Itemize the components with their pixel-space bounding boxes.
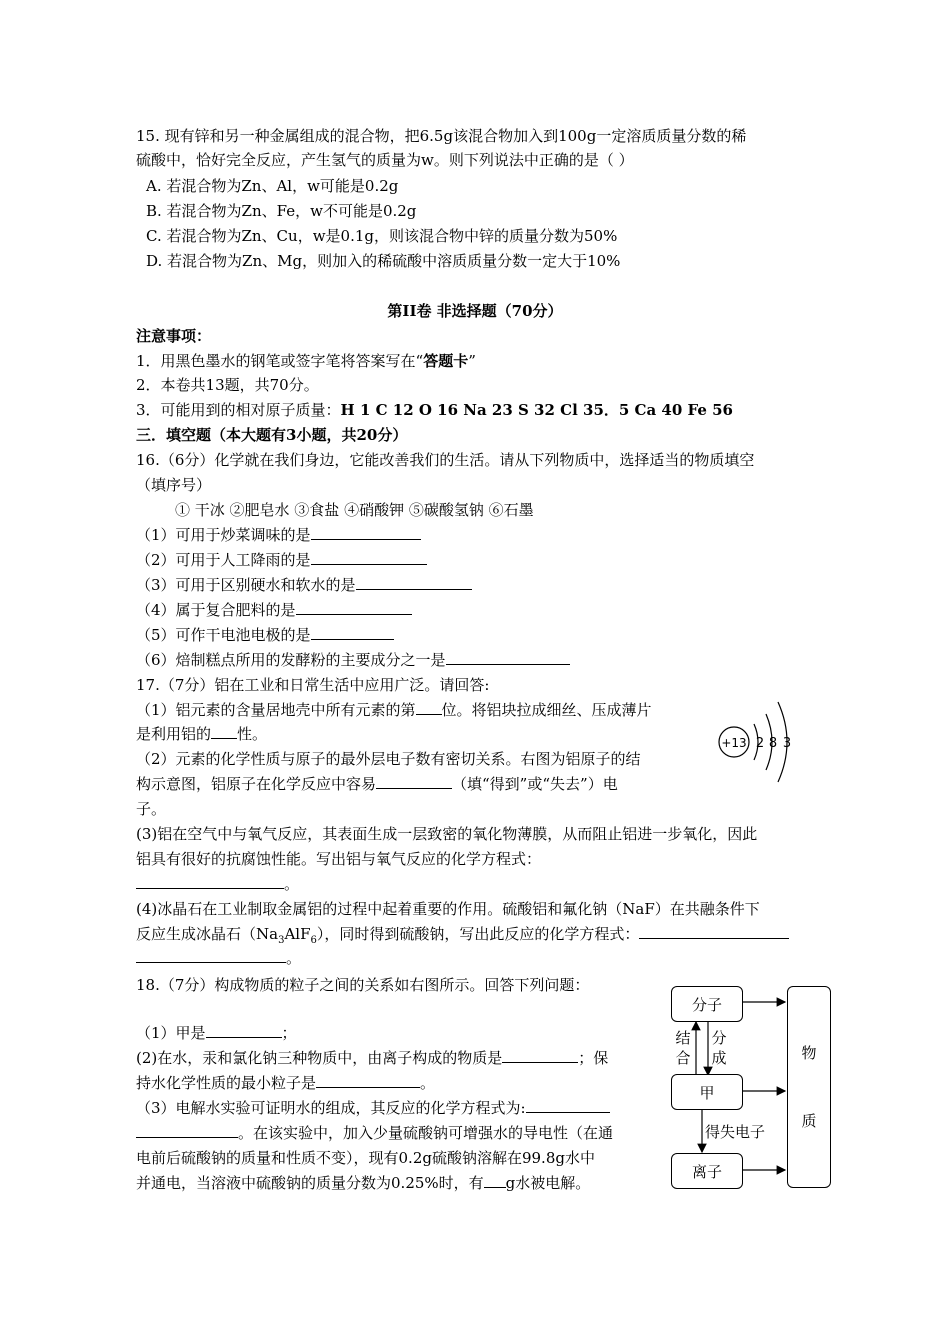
answer-blank[interactable] [639,922,789,939]
answer-blank[interactable] [376,772,452,789]
q15-stem-line1: 15. 现有锌和另一种金属组成的混合物，把6.5g该混合物加入到100g一定溶质质量分数的稀 [136,127,747,145]
q16-item-2: （2）可用于人工降雨的是 [136,548,427,572]
answer-blank[interactable] [311,548,427,565]
q17-part2-line1: （2）元素的化学性质与原子的最外层电子数有密切关系。右图为铝原子的结 [136,750,641,768]
q18-stem: 18.（7分）构成物质的粒子之间的关系如右图所示。回答下列问题： [136,976,590,994]
split-label: 分成 [711,1029,727,1067]
q18-part1: （1）甲是 ； [136,1021,297,1045]
q17-part2-line2: 构示意图，铝原子在化学反应中容易 （填“得到”或“失去”）电 [136,772,618,796]
answer-blank[interactable] [446,648,570,665]
q16-item-1: （1）可用于炒菜调味的是 [136,523,421,547]
q18-part2-line2: 持水化学性质的最小粒子是 。 [136,1071,435,1095]
part3-title: 三．填空题（本大题有3小题，共20分） [136,426,408,444]
answer-blank[interactable] [356,573,472,590]
shell-electron-count: 2 [755,736,765,751]
aluminum-atom-diagram [712,694,802,794]
nucleus-charge: +13 [721,736,747,750]
q16-choices: ① 干冰 ②肥皂水 ③食盐 ④硝酸钾 ⑤碳酸氢钠 ⑥石墨 [175,501,534,519]
substance-label: 物质 [801,1044,817,1130]
q17-part1-line1: （1）铝元素的含量居地壳中所有元素的第 位。将铝块拉成细丝、压成薄片 [136,698,652,722]
jia-box: 甲 [671,1074,743,1110]
q16-item-4: （4）属于复合肥料的是 [136,598,412,622]
answer-blank[interactable] [136,946,286,963]
q15-option-d: D. 若混合物为Zn、Mg，则加入的稀硫酸中溶质质量分数一定大于10% [146,252,621,270]
q17-part1-line2: 是利用铝的 性。 [136,722,267,746]
substance-box [787,986,831,1188]
answer-blank[interactable] [502,1046,578,1063]
q17-part3-line2: 铝具有很好的抗腐蚀性能。写出铝与氧气反应的化学方程式： [136,850,542,868]
note-3: 3．可能用到的相对原子质量：H 1 C 12 O 16 Na 23 S 32 Cl 35．5 Ca 40 Fe 56 [136,401,733,419]
note-2: 2．本卷共13题，共70分。 [136,376,319,394]
answer-blank[interactable] [311,523,421,540]
q17-part4-line2: 反应生成冰晶石$(Na_3AlF_6)$，同时得到硫酸钠，写出此反应的化学方程式： [136,922,789,953]
shell-electron-count: 8 [768,736,778,751]
answer-blank[interactable] [136,872,284,889]
q16-item-5: （5）可作干电池电极的是 [136,623,394,647]
q16-stem-line2: （填序号） [136,476,212,494]
molecule-box: 分子 [671,986,743,1022]
q16-item-6: （6）焙制糕点所用的发酵粉的主要成分之一是 [136,648,570,672]
combine-label: 结合 [675,1029,691,1067]
note-1: 1．用黑色墨水的钢笔或签字笔将答案写在“答题卡” [136,352,476,370]
electron-transfer-label: 得失电子 [705,1123,766,1141]
q16-stem-line1: 16.（6分）化学就在我们身边，它能改善我们的生活。请从下列物质中，选择适当的物质填空 [136,451,755,469]
q17-stem: 17.（7分）铝在工业和日常生活中应用广泛。请回答: [136,676,490,694]
q15-option-a: A. 若混合物为Zn、Al，w可能是0.2g [146,177,399,195]
q15-option-c: C. 若混合物为Zn、Cu，w是0.1g，则该混合物中锌的质量分数为50% [146,227,618,245]
q17-part4-line1: (4)冰晶石在工业制取金属铝的过程中起着重要的作用。硫酸铝和氟化钠（NaF）在共融条件下 [136,900,760,918]
notes-title: 注意事项： [136,327,212,345]
q18-part3-line3: 电前后硫酸钠的质量和性质不变），现有0.2g硫酸钠溶解在99.8g水中 [136,1149,595,1167]
section2-title: 第II卷 非选择题（70分） [387,302,563,320]
answer-blank[interactable] [136,1121,238,1138]
answer-blank[interactable] [296,598,412,615]
q18-part2-line1: (2)在水，汞和氯化钠三种物质中，由离子构成的物质是 ；保 [136,1046,608,1070]
shell-electron-count: 3 [782,736,792,751]
q15-option-b: B. 若混合物为Zn、Fe，w不可能是0.2g [146,202,417,220]
q17-part3-line1: (3)铝在空气中与氧气反应，其表面生成一层致密的氧化物薄膜，从而阻止铝进一步氧化，因此 [136,825,758,843]
q18-part3-line1: （3）电解水实验可证明水的组成，其反应的化学方程式为: [136,1096,610,1120]
q15-stem-line2: 硫酸中，恰好完全反应，产生氢气的质量为w。则下列说法中正确的是（ ） [136,151,634,169]
q17-part3-line3: 。 [136,872,299,896]
answer-blank[interactable] [526,1096,610,1113]
answer-blank[interactable] [206,1021,282,1038]
answer-blank[interactable] [311,623,394,640]
q18-part3-line4: 并通电，当溶液中硫酸钠的质量分数为0.25%时，有 g水被电解。 [136,1171,590,1195]
q17-part4-line3: 。 [136,946,301,970]
answer-blank[interactable] [316,1071,420,1088]
answer-blank[interactable] [211,722,237,739]
q18-part3-line2: 。在该实验中，加入少量硫酸钠可增强水的导电性（在通 [136,1121,613,1145]
ion-box: 离子 [671,1153,743,1189]
q16-item-3: （3）可用于区别硬水和软水的是 [136,573,472,597]
answer-blank[interactable] [484,1171,506,1188]
q17-part2-line3: 子。 [136,800,167,818]
answer-blank[interactable] [416,698,442,715]
